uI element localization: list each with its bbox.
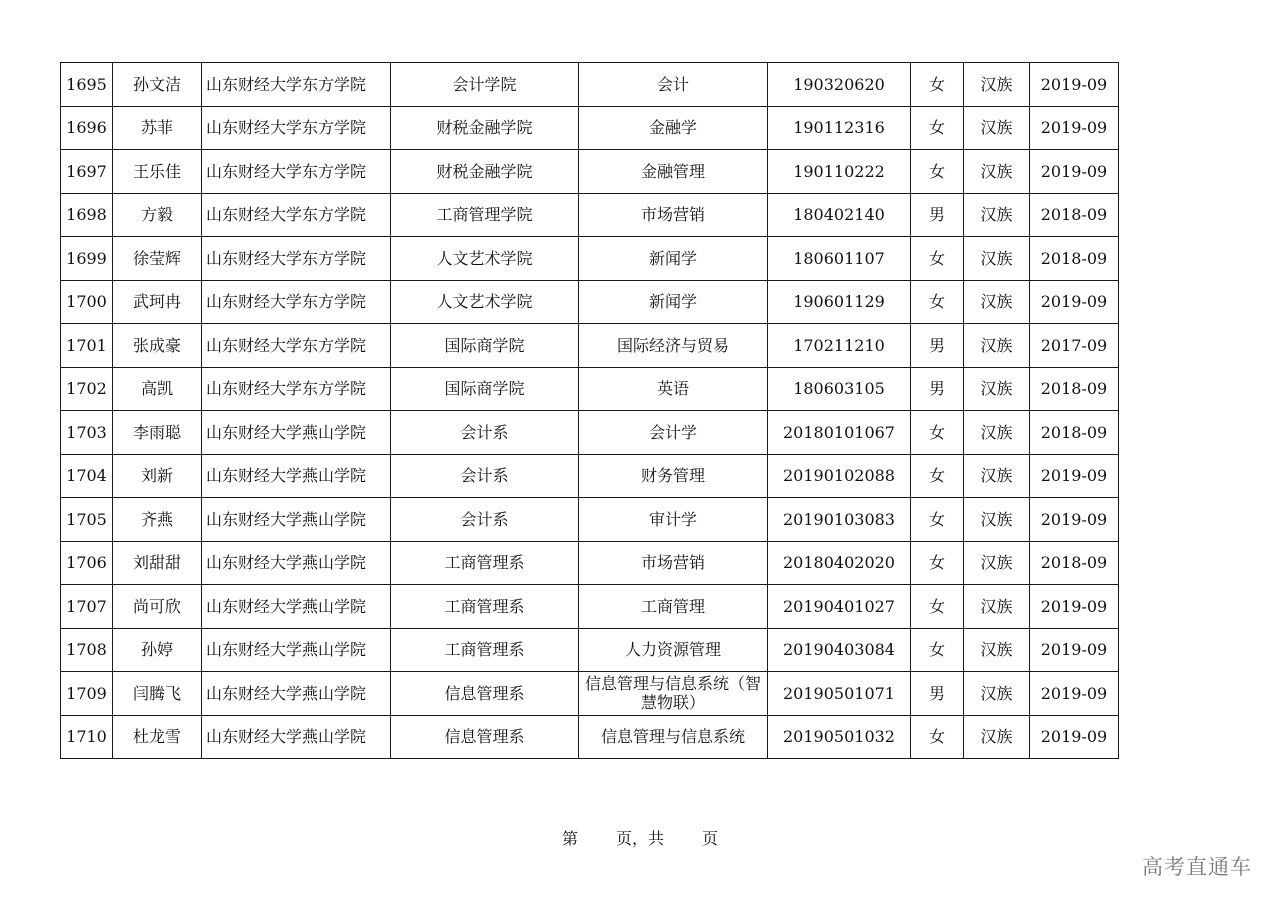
major-cell: 市场营销 bbox=[579, 541, 768, 585]
school-cell: 山东财经大学燕山学院 bbox=[202, 672, 391, 716]
enroll-date-cell: 2019-09 bbox=[1030, 63, 1119, 107]
major-cell: 国际经济与贸易 bbox=[579, 324, 768, 368]
index-cell: 1707 bbox=[61, 585, 113, 629]
student-id-cell: 20190401027 bbox=[768, 585, 911, 629]
watermark-text: 高考直通车 bbox=[1142, 855, 1252, 879]
student-id-cell: 20190501032 bbox=[768, 715, 911, 759]
major-cell: 英语 bbox=[579, 367, 768, 411]
school-cell: 山东财经大学燕山学院 bbox=[202, 454, 391, 498]
index-cell: 1705 bbox=[61, 498, 113, 542]
ethnicity-cell: 汉族 bbox=[964, 106, 1030, 150]
major-cell: 审计学 bbox=[579, 498, 768, 542]
name-cell: 尚可欣 bbox=[113, 585, 202, 629]
index-cell: 1700 bbox=[61, 280, 113, 324]
index-cell: 1698 bbox=[61, 193, 113, 237]
student-id-cell: 20190403084 bbox=[768, 628, 911, 672]
college-cell: 工商管理系 bbox=[391, 541, 579, 585]
name-cell: 徐莹辉 bbox=[113, 237, 202, 281]
ethnicity-cell: 汉族 bbox=[964, 628, 1030, 672]
school-cell: 山东财经大学东方学院 bbox=[202, 193, 391, 237]
gender-cell: 女 bbox=[911, 237, 964, 281]
enroll-date-cell: 2018-09 bbox=[1030, 237, 1119, 281]
ethnicity-cell: 汉族 bbox=[964, 324, 1030, 368]
name-cell: 李雨聪 bbox=[113, 411, 202, 455]
name-cell: 方毅 bbox=[113, 193, 202, 237]
college-cell: 财税金融学院 bbox=[391, 150, 579, 194]
college-cell: 国际商学院 bbox=[391, 324, 579, 368]
school-cell: 山东财经大学东方学院 bbox=[202, 280, 391, 324]
table-row bbox=[61, 280, 1119, 324]
enroll-date-cell: 2019-09 bbox=[1030, 628, 1119, 672]
gender-cell: 女 bbox=[911, 106, 964, 150]
page-prefix: 第 bbox=[561, 829, 578, 848]
name-cell: 齐燕 bbox=[113, 498, 202, 542]
gender-cell: 女 bbox=[911, 63, 964, 107]
college-cell: 会计系 bbox=[391, 411, 579, 455]
table-row bbox=[61, 498, 1119, 542]
enroll-date-cell: 2019-09 bbox=[1030, 106, 1119, 150]
college-cell: 国际商学院 bbox=[391, 367, 579, 411]
enroll-date-cell: 2019-09 bbox=[1030, 498, 1119, 542]
gender-cell: 女 bbox=[911, 628, 964, 672]
name-cell: 孙婷 bbox=[113, 628, 202, 672]
student-id-cell: 190110222 bbox=[768, 150, 911, 194]
college-cell: 人文艺术学院 bbox=[391, 237, 579, 281]
table-row bbox=[61, 63, 1119, 107]
student-table bbox=[60, 62, 1119, 759]
table-row bbox=[61, 454, 1119, 498]
index-cell: 1706 bbox=[61, 541, 113, 585]
ethnicity-cell: 汉族 bbox=[964, 672, 1030, 716]
page-mid: 页，共 bbox=[615, 829, 664, 848]
major-cell: 财务管理 bbox=[579, 454, 768, 498]
school-cell: 山东财经大学燕山学院 bbox=[202, 498, 391, 542]
index-cell: 1695 bbox=[61, 63, 113, 107]
ethnicity-cell: 汉族 bbox=[964, 585, 1030, 629]
student-id-cell: 20180101067 bbox=[768, 411, 911, 455]
major-cell: 新闻学 bbox=[579, 280, 768, 324]
name-cell: 高凯 bbox=[113, 367, 202, 411]
student-id-cell: 180601107 bbox=[768, 237, 911, 281]
school-cell: 山东财经大学东方学院 bbox=[202, 150, 391, 194]
gender-cell: 女 bbox=[911, 411, 964, 455]
gender-cell: 男 bbox=[911, 324, 964, 368]
student-table-body bbox=[61, 63, 1119, 759]
college-cell: 信息管理系 bbox=[391, 715, 579, 759]
enroll-date-cell: 2019-09 bbox=[1030, 715, 1119, 759]
gender-cell: 女 bbox=[911, 454, 964, 498]
major-cell: 信息管理与信息系统（智慧物联） bbox=[579, 672, 768, 716]
table-row bbox=[61, 237, 1119, 281]
gender-cell: 女 bbox=[911, 498, 964, 542]
major-cell: 金融管理 bbox=[579, 150, 768, 194]
index-cell: 1697 bbox=[61, 150, 113, 194]
index-cell: 1708 bbox=[61, 628, 113, 672]
major-cell: 工商管理 bbox=[579, 585, 768, 629]
table-row bbox=[61, 193, 1119, 237]
table-row bbox=[61, 324, 1119, 368]
gender-cell: 男 bbox=[911, 672, 964, 716]
ethnicity-cell: 汉族 bbox=[964, 454, 1030, 498]
ethnicity-cell: 汉族 bbox=[964, 411, 1030, 455]
index-cell: 1704 bbox=[61, 454, 113, 498]
gender-cell: 女 bbox=[911, 150, 964, 194]
index-cell: 1703 bbox=[61, 411, 113, 455]
school-cell: 山东财经大学东方学院 bbox=[202, 63, 391, 107]
enroll-date-cell: 2017-09 bbox=[1030, 324, 1119, 368]
page-suffix: 页 bbox=[702, 829, 719, 848]
ethnicity-cell: 汉族 bbox=[964, 193, 1030, 237]
name-cell: 刘甜甜 bbox=[113, 541, 202, 585]
college-cell: 会计学院 bbox=[391, 63, 579, 107]
college-cell: 工商管理学院 bbox=[391, 193, 579, 237]
student-id-cell: 20180402020 bbox=[768, 541, 911, 585]
enroll-date-cell: 2019-09 bbox=[1030, 585, 1119, 629]
ethnicity-cell: 汉族 bbox=[964, 237, 1030, 281]
enroll-date-cell: 2019-09 bbox=[1030, 454, 1119, 498]
gender-cell: 男 bbox=[911, 193, 964, 237]
name-cell: 武珂冉 bbox=[113, 280, 202, 324]
name-cell: 孙文洁 bbox=[113, 63, 202, 107]
student-id-cell: 20190501071 bbox=[768, 672, 911, 716]
name-cell: 刘新 bbox=[113, 454, 202, 498]
student-id-cell: 20190103083 bbox=[768, 498, 911, 542]
student-id-cell: 190112316 bbox=[768, 106, 911, 150]
enroll-date-cell: 2018-09 bbox=[1030, 541, 1119, 585]
school-cell: 山东财经大学东方学院 bbox=[202, 237, 391, 281]
gender-cell: 女 bbox=[911, 541, 964, 585]
name-cell: 苏菲 bbox=[113, 106, 202, 150]
major-cell: 市场营销 bbox=[579, 193, 768, 237]
ethnicity-cell: 汉族 bbox=[964, 367, 1030, 411]
enroll-date-cell: 2018-09 bbox=[1030, 411, 1119, 455]
major-cell: 人力资源管理 bbox=[579, 628, 768, 672]
major-cell: 会计 bbox=[579, 63, 768, 107]
page-footer bbox=[0, 826, 1280, 849]
index-cell: 1701 bbox=[61, 324, 113, 368]
student-id-cell: 190320620 bbox=[768, 63, 911, 107]
gender-cell: 女 bbox=[911, 585, 964, 629]
major-cell: 新闻学 bbox=[579, 237, 768, 281]
major-cell: 金融学 bbox=[579, 106, 768, 150]
student-id-cell: 20190102088 bbox=[768, 454, 911, 498]
table-row bbox=[61, 411, 1119, 455]
enroll-date-cell: 2019-09 bbox=[1030, 150, 1119, 194]
name-cell: 闫腾飞 bbox=[113, 672, 202, 716]
table-row bbox=[61, 585, 1119, 629]
ethnicity-cell: 汉族 bbox=[964, 715, 1030, 759]
college-cell: 人文艺术学院 bbox=[391, 280, 579, 324]
ethnicity-cell: 汉族 bbox=[964, 63, 1030, 107]
enroll-date-cell: 2019-09 bbox=[1030, 280, 1119, 324]
student-id-cell: 190601129 bbox=[768, 280, 911, 324]
enroll-date-cell: 2018-09 bbox=[1030, 193, 1119, 237]
table-row bbox=[61, 150, 1119, 194]
college-cell: 会计系 bbox=[391, 454, 579, 498]
school-cell: 山东财经大学燕山学院 bbox=[202, 628, 391, 672]
school-cell: 山东财经大学燕山学院 bbox=[202, 541, 391, 585]
student-id-cell: 180603105 bbox=[768, 367, 911, 411]
index-cell: 1696 bbox=[61, 106, 113, 150]
index-cell: 1710 bbox=[61, 715, 113, 759]
ethnicity-cell: 汉族 bbox=[964, 150, 1030, 194]
table-row bbox=[61, 367, 1119, 411]
index-cell: 1699 bbox=[61, 237, 113, 281]
gender-cell: 男 bbox=[911, 367, 964, 411]
school-cell: 山东财经大学燕山学院 bbox=[202, 585, 391, 629]
ethnicity-cell: 汉族 bbox=[964, 280, 1030, 324]
table-row bbox=[61, 541, 1119, 585]
school-cell: 山东财经大学燕山学院 bbox=[202, 715, 391, 759]
index-cell: 1709 bbox=[61, 672, 113, 716]
ethnicity-cell: 汉族 bbox=[964, 498, 1030, 542]
table-row bbox=[61, 672, 1119, 716]
table-row bbox=[61, 715, 1119, 759]
gender-cell: 女 bbox=[911, 280, 964, 324]
major-cell: 信息管理与信息系统 bbox=[579, 715, 768, 759]
college-cell: 信息管理系 bbox=[391, 672, 579, 716]
school-cell: 山东财经大学东方学院 bbox=[202, 106, 391, 150]
college-cell: 会计系 bbox=[391, 498, 579, 542]
student-id-cell: 180402140 bbox=[768, 193, 911, 237]
index-cell: 1702 bbox=[61, 367, 113, 411]
name-cell: 杜龙雪 bbox=[113, 715, 202, 759]
ethnicity-cell: 汉族 bbox=[964, 541, 1030, 585]
table-row bbox=[61, 628, 1119, 672]
school-cell: 山东财经大学东方学院 bbox=[202, 324, 391, 368]
name-cell: 张成豪 bbox=[113, 324, 202, 368]
name-cell: 王乐佳 bbox=[113, 150, 202, 194]
college-cell: 工商管理系 bbox=[391, 585, 579, 629]
school-cell: 山东财经大学燕山学院 bbox=[202, 411, 391, 455]
table-row bbox=[61, 106, 1119, 150]
enroll-date-cell: 2019-09 bbox=[1030, 672, 1119, 716]
student-id-cell: 170211210 bbox=[768, 324, 911, 368]
college-cell: 财税金融学院 bbox=[391, 106, 579, 150]
gender-cell: 女 bbox=[911, 715, 964, 759]
college-cell: 工商管理系 bbox=[391, 628, 579, 672]
school-cell: 山东财经大学东方学院 bbox=[202, 367, 391, 411]
major-cell: 会计学 bbox=[579, 411, 768, 455]
enroll-date-cell: 2018-09 bbox=[1030, 367, 1119, 411]
